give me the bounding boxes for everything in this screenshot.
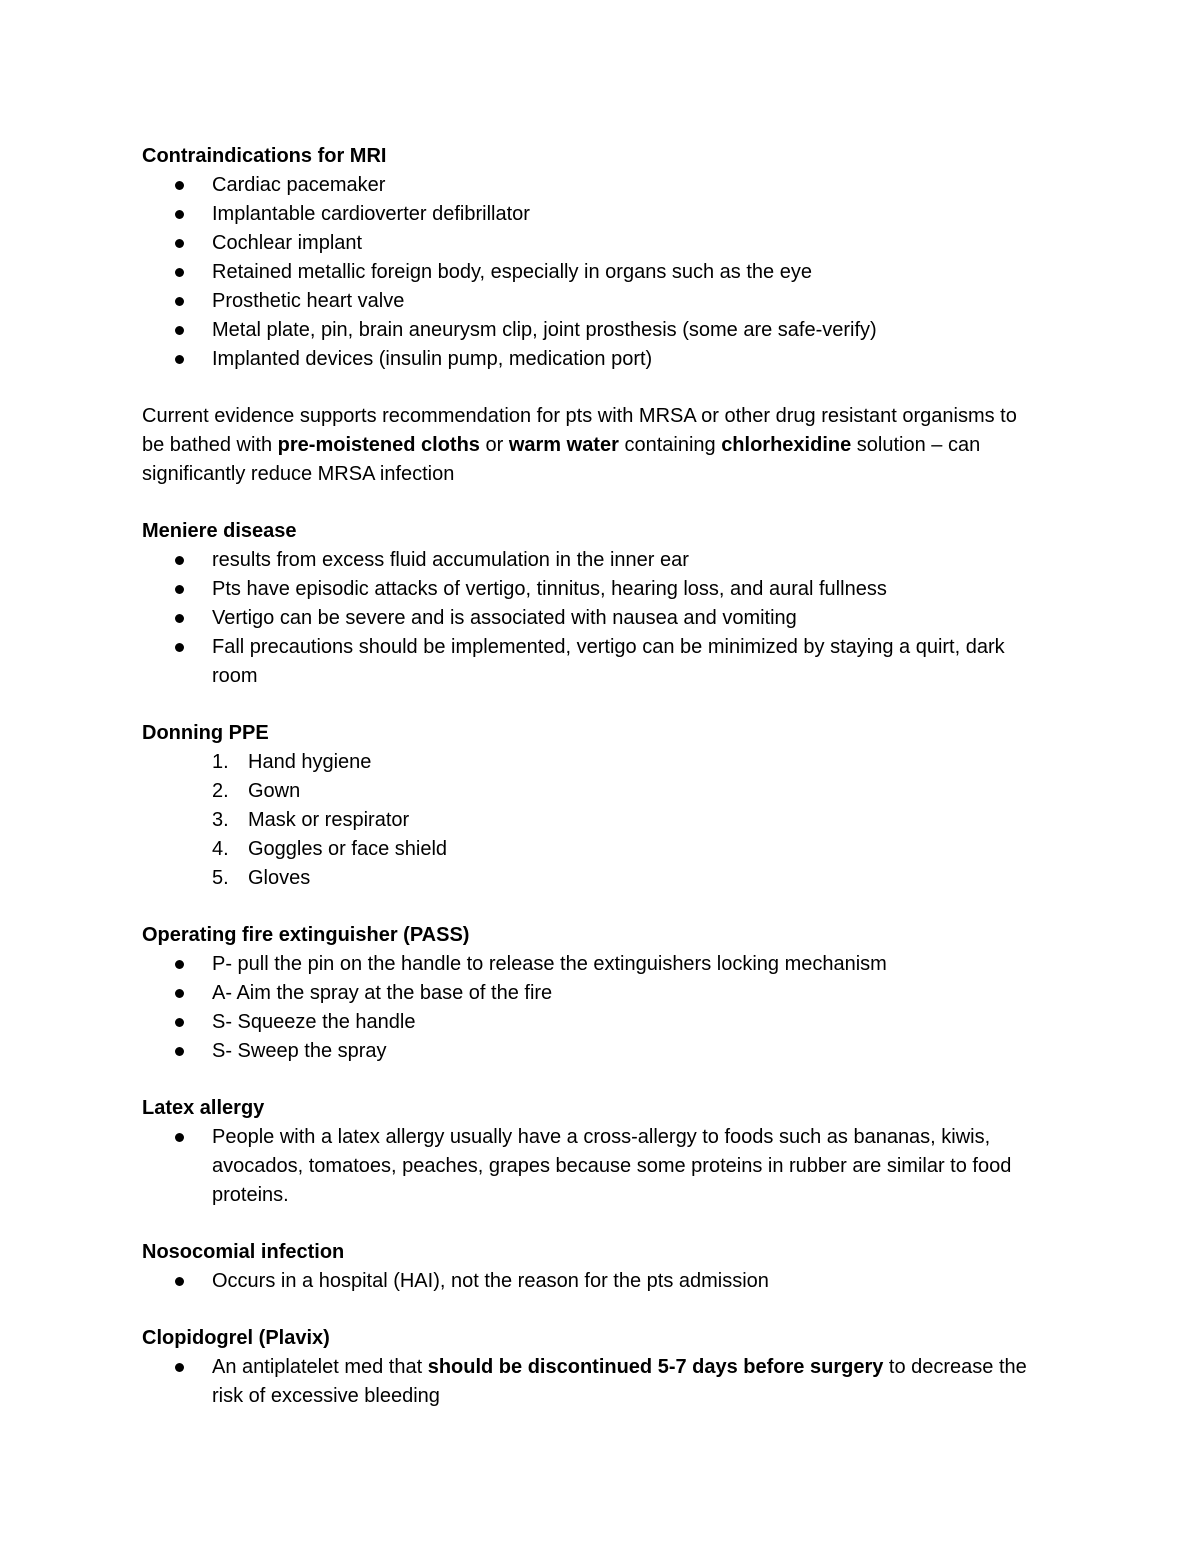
mrsa-bold-2: warm water [508, 434, 619, 456]
heading-fire: Operating fire extinguisher (PASS) [142, 924, 470, 946]
ppe-list [142, 748, 1042, 893]
list-item: A- Aim the spray at the base of the fire [142, 979, 1042, 1008]
section-nosocomial [142, 1238, 1042, 1296]
section-ppe [142, 719, 1042, 893]
section-fire [142, 921, 1042, 1066]
plavix-text-1: An antiplatelet med that [212, 1356, 428, 1378]
mri-list [142, 171, 1042, 374]
mrsa-text-3: containing [618, 434, 722, 456]
mrsa-text-1: Current evidence supports recommendation for pts with MRSA or other drug resistant organisms to be bathed with [142, 405, 1017, 456]
heading-nosocomial: Nosocomial infection [142, 1241, 345, 1263]
list-item: P- pull the pin on the handle to release the extinguishers locking mechanism [142, 950, 1042, 979]
mrsa-bold-3: chlorhexidine [721, 434, 852, 456]
mrsa-bold-1: pre-moistened cloths [277, 434, 480, 456]
list-item [142, 1353, 1042, 1411]
list-item: S- Sweep the spray [142, 1037, 1042, 1066]
heading-meniere: Meniere disease [142, 520, 297, 542]
section-mri [142, 142, 1042, 374]
step-number: 5. [212, 867, 229, 889]
list-item [142, 864, 1042, 893]
list-item: results from excess fluid accumulation in the inner ear [142, 546, 1042, 575]
step-text: Goggles or face shield [248, 838, 448, 860]
step-text: Hand hygiene [248, 751, 372, 773]
list-item [142, 748, 1042, 777]
list-item: Fall precautions should be implemented, vertigo can be minimized by staying a quirt, dark room [142, 633, 1042, 691]
step-number: 4. [212, 838, 229, 860]
mrsa-text-2: or [479, 434, 509, 456]
list-item: Metal plate, pin, brain aneurysm clip, joint prosthesis (some are safe-verify) [142, 316, 1042, 345]
mrsa-paragraph [142, 402, 1042, 489]
list-item: Occurs in a hospital (HAI), not the reason for the pts admission [142, 1267, 1042, 1296]
step-text: Gloves [248, 867, 311, 889]
meniere-list [142, 546, 1042, 691]
nosocomial-list [142, 1267, 1042, 1296]
heading-plavix: Clopidogrel (Plavix) [142, 1327, 330, 1349]
section-mrsa [142, 402, 1042, 489]
section-latex [142, 1094, 1042, 1210]
list-item: Implantable cardioverter defibrillator [142, 200, 1042, 229]
list-item [142, 777, 1042, 806]
list-item: Implanted devices (insulin pump, medication port) [142, 345, 1042, 374]
list-item: Vertigo can be severe and is associated with nausea and vomiting [142, 604, 1042, 633]
latex-list [142, 1123, 1042, 1210]
list-item: People with a latex allergy usually have a cross-allergy to foods such as bananas, kiwis, avocados, tomatoes, peaches, grapes because some proteins in rubber are similar to food proteins. [142, 1123, 1042, 1210]
heading-latex: Latex allergy [142, 1097, 265, 1119]
document-body [142, 142, 1042, 1439]
step-text: Gown [248, 780, 301, 802]
heading-mri: Contraindications for MRI [142, 145, 387, 167]
list-item [142, 806, 1042, 835]
list-item: Prosthetic heart valve [142, 287, 1042, 316]
list-item: Pts have episodic attacks of vertigo, tinnitus, hearing loss, and aural fullness [142, 575, 1042, 604]
list-item: Cochlear implant [142, 229, 1042, 258]
list-item: Retained metallic foreign body, especially in organs such as the eye [142, 258, 1042, 287]
plavix-list [142, 1353, 1042, 1411]
plavix-text-2: to decrease the risk of excessive bleeding [212, 1356, 1027, 1407]
step-number: 1. [212, 751, 229, 773]
heading-ppe: Donning PPE [142, 722, 269, 744]
section-plavix [142, 1324, 1042, 1411]
plavix-bold-1: should be discontinued 5-7 days before surgery [427, 1356, 884, 1378]
step-number: 2. [212, 780, 229, 802]
mrsa-text-4: solution – can significantly reduce MRSA infection [142, 434, 981, 485]
section-meniere [142, 517, 1042, 691]
step-text: Mask or respirator [248, 809, 410, 831]
list-item: S- Squeeze the handle [142, 1008, 1042, 1037]
list-item: Cardiac pacemaker [142, 171, 1042, 200]
fire-list [142, 950, 1042, 1066]
list-item [142, 835, 1042, 864]
step-number: 3. [212, 809, 229, 831]
